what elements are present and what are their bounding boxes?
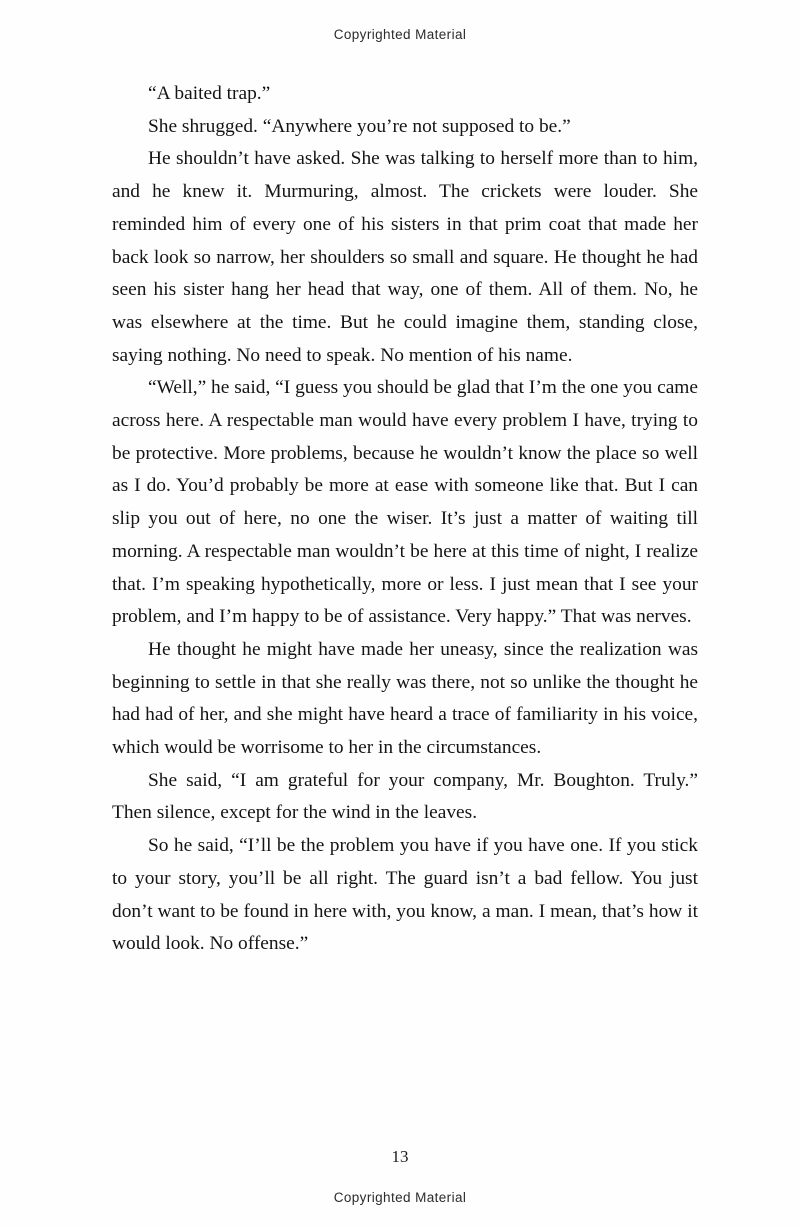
paragraph: She shrugged. “Anywhere you’re not supposed to be.”: [148, 115, 571, 137]
page-number: 13: [391, 1147, 409, 1166]
page-body-text: [112, 78, 698, 961]
copyright-watermark-bottom: Copyrighted Material: [333, 1190, 467, 1205]
paragraph: She said, “I am grateful for your company, Mr. Boughton. Truly.” Then silence, except for the wind in the leaves.: [112, 769, 698, 824]
paragraph: He shouldn’t have asked. She was talking to herself more than to him, and he knew it. Murmuring, almost. The crickets were louder. She reminded him of every one of his sisters in that prim coat that made her back look so narrow, her shoulders so small and square. He thought he had seen his sister hang her head that way, one of them. All of them. No, he was elsewhere at the time. But he could imagine them, standing close, saying nothing. No need to speak. No mention of his name.: [112, 148, 698, 366]
paragraph: “A baited trap.”: [148, 83, 271, 104]
paragraph: So he said, “I’ll be the problem you have if you have one. If you stick to your story, you’ll be all right. The guard isn’t a bad fellow. You just don’t want to be found in here with, you know, a man. I mean, that’s how it would look. No offense.”: [112, 835, 698, 955]
paragraph: “Well,” he said, “I guess you should be glad that I’m the one you came across here. A respectable man would have every problem I have, trying to be protective. More problems, because he wouldn’t know the place so well as I do. You’d probably be more at ease with someone like that. But I can slip you out of here, no one the wiser. It’s just a matter of waiting till morning. A respectable man wouldn’t be here at this time of night, I realize that. I’m speaking hypothetically, more or less. I just mean that I see your problem, and I’m happy to be of assistance. Very happy.” That was nerves.: [112, 377, 698, 628]
copyright-watermark-top: Copyrighted Material: [333, 27, 467, 42]
paragraph: He thought he might have made her uneasy, since the realization was beginning to settle in that she really was there, not so unlike the thought he had had of her, and she might have heard a trace of familiarity in his voice, which would be worrisome to her in the circumstances.: [112, 638, 698, 759]
